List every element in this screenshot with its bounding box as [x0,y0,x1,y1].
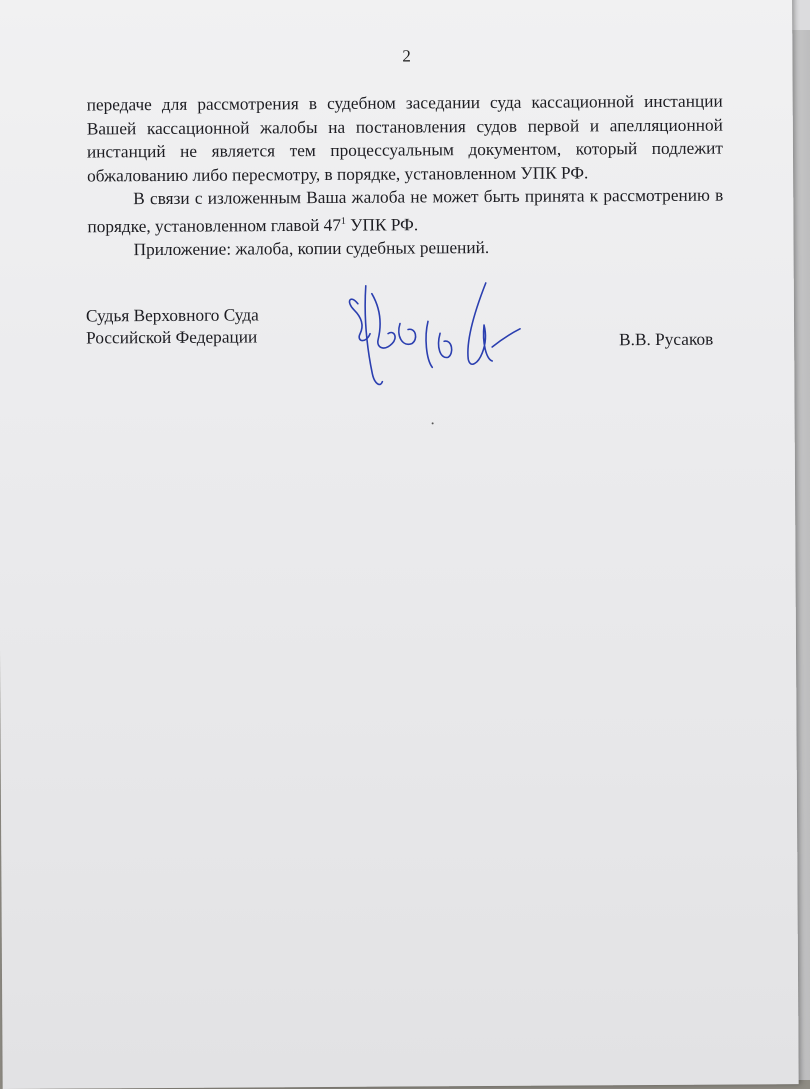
page-number: 2 [402,46,411,66]
chapter-superscript: 1 [340,215,346,227]
signatory-title [86,304,259,349]
chapter-suffix: УПК РФ. [345,214,419,235]
signatory-title-line1: Судья Верховного Суда [85,305,259,326]
body-text [87,90,724,262]
paragraph-1: передаче для рассмотрения в судебном заседании суда кассационной инстанции Вашей кассационной жалобы на постановления судов первой и апелляционной инстанций не является тем процессуальным документом, который подлежит обжалованию либо пересмотру, в порядке, установленном УПК РФ. [86,91,724,185]
paragraph-2 [87,184,723,239]
paragraph-3: Приложение: жалоба, копии судебных решений. [133,237,490,259]
signatory-name: В.В. Русаков [619,329,714,350]
handwritten-signature [336,263,527,404]
signatory-title-line2: Российской Федерации [86,327,258,348]
paragraph-2-text: В связи с изложенным Ваша жалоба не может быть принята к рассмотрению в порядке, установленном главой 47 [87,185,724,236]
paper-speck [432,422,434,424]
